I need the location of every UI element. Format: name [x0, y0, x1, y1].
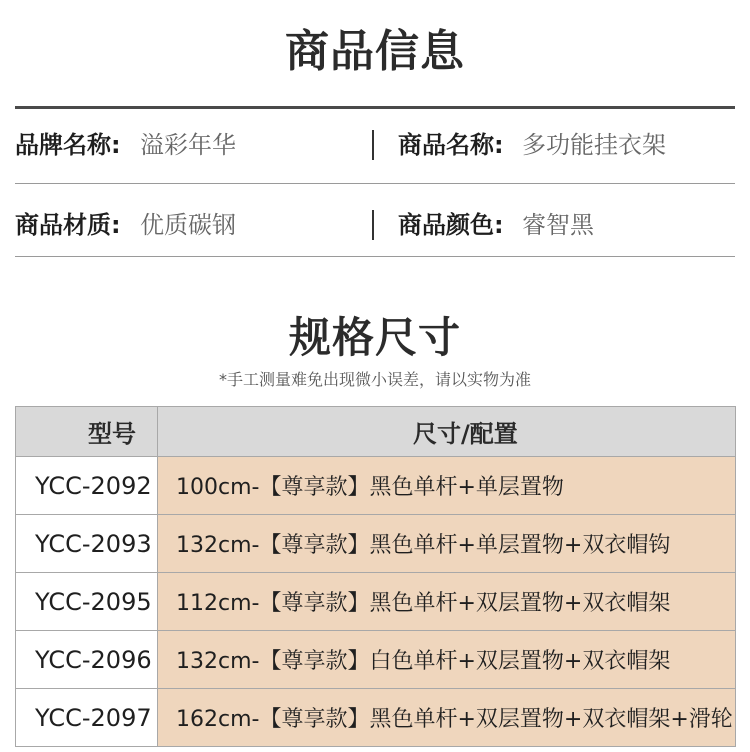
config-cell: 132cm-【尊享款】白色单杆+双层置物+双衣帽架	[158, 631, 736, 689]
config-cell: 132cm-【尊享款】黑色单杆+单层置物+双衣帽钩	[158, 515, 736, 573]
header-config: 尺寸/配置	[158, 407, 736, 457]
material-value: 优质碳钢	[140, 211, 236, 239]
brand-value: 溢彩年华	[140, 131, 236, 159]
column-separator	[372, 130, 374, 160]
model-cell: YCC-2092	[16, 457, 158, 515]
product-name-label: 商品名称:	[398, 131, 504, 159]
config-cell: 100cm-【尊享款】黑色单杆+单层置物	[158, 457, 736, 515]
table-row	[16, 457, 736, 515]
title-divider	[15, 106, 735, 109]
model-cell: YCC-2096	[16, 631, 158, 689]
config-cell: 112cm-【尊享款】黑色单杆+双层置物+双衣帽架	[158, 573, 736, 631]
specs-table	[15, 406, 736, 747]
product-name-value: 多功能挂衣架	[522, 131, 666, 159]
brand-label: 品牌名称:	[15, 131, 121, 159]
model-cell: YCC-2093	[16, 515, 158, 573]
info-row-brand-name	[0, 125, 750, 165]
table-row	[16, 573, 736, 631]
table-row	[16, 631, 736, 689]
info-row-material-color	[0, 205, 750, 245]
specs-title: 规格尺寸	[288, 313, 461, 362]
color-value: 睿智黑	[522, 211, 594, 239]
model-cell: YCC-2095	[16, 573, 158, 631]
config-cell: 162cm-【尊享款】黑色单杆+双层置物+双衣帽架+滑轮	[158, 689, 736, 747]
table-header-row	[16, 407, 736, 457]
table-row	[16, 689, 736, 747]
header-model: 型号	[16, 407, 158, 457]
material-label: 商品材质:	[15, 211, 121, 239]
measurement-note: *手工测量难免出现微小误差，请以实物为准	[218, 370, 531, 389]
row-divider	[15, 183, 735, 184]
column-separator	[372, 210, 374, 240]
model-cell: YCC-2097	[16, 689, 158, 747]
table-row	[16, 515, 736, 573]
product-info-title: 商品信息	[285, 26, 465, 77]
color-label: 商品颜色:	[398, 211, 504, 239]
row-divider	[15, 256, 735, 257]
